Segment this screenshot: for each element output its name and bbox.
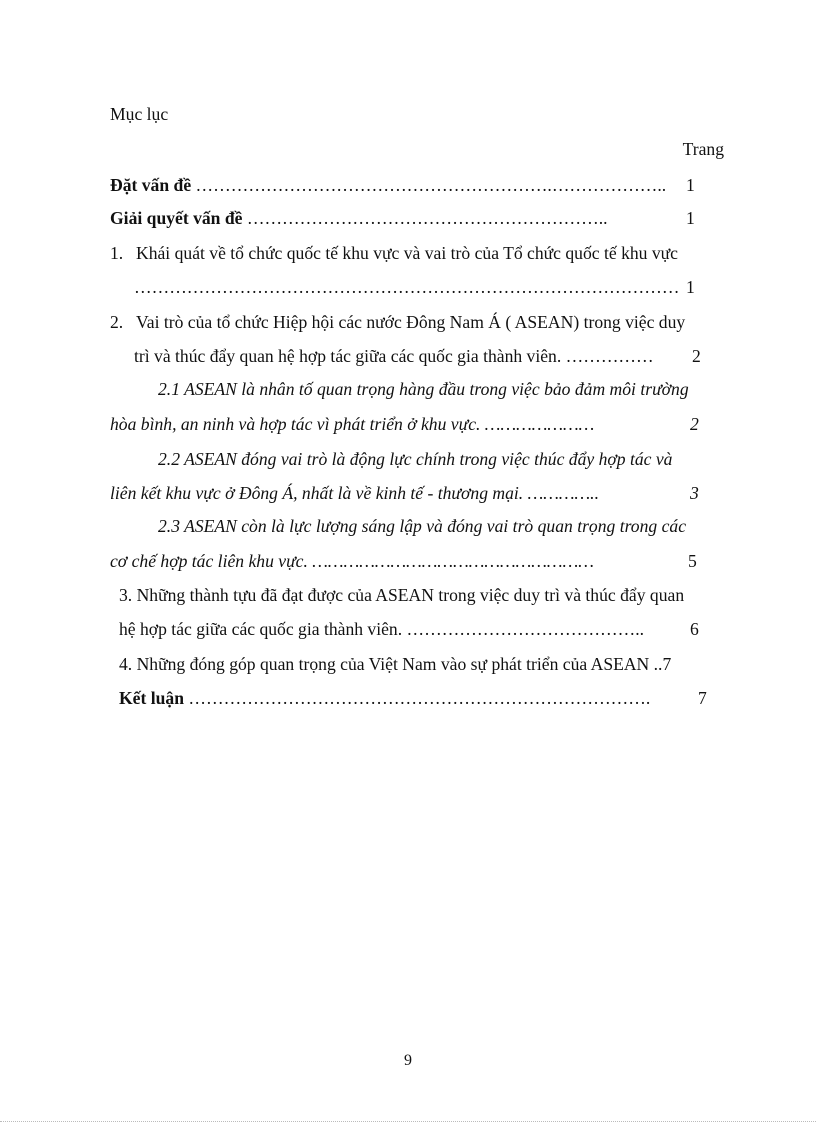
page-column-label: Trang (682, 139, 724, 159)
toc-entry-2-1[interactable]: 2.1 ASEAN là nhân tố quan trọng hàng đầu trong việc bảo đảm môi trường (158, 379, 689, 399)
toc-entry-title: Giải quyết vấn đề (110, 208, 243, 228)
toc-entry-number: 1. (110, 243, 124, 263)
toc-dot-leader: ………………………………………………………………………………… (134, 277, 680, 297)
toc-entry-title-cont: hệ hợp tác giữa các quốc gia thành viên. ………………………………….. (119, 619, 645, 639)
toc-entry-title-cont: trì và thúc đẩy quan hệ hợp tác giữa các quốc gia thành viên. …………… (134, 346, 654, 366)
toc-entry-number: 2. (110, 312, 124, 332)
page-number: 9 (404, 1052, 412, 1069)
toc-entry-title: Đặt vấn đề (110, 175, 192, 195)
toc-page-number: 3 (690, 483, 699, 503)
toc-entry-2-2[interactable]: 2.2 ASEAN đóng vai trò là động lực chính trong việc thúc đẩy hợp tác và (158, 449, 673, 469)
toc-entry-title-cont: hòa bình, an ninh và hợp tác vì phát triển ở khu vực. ………………… (110, 414, 595, 434)
toc-page-number: 7 (698, 688, 707, 708)
toc-entry-4[interactable]: 4. Những đóng góp quan trọng của Việt Nam vào sự phát triển của ASEAN ..7 (119, 654, 672, 674)
toc-entry-1[interactable] (110, 241, 678, 265)
toc-entry-giai-quyet-van-de[interactable] (110, 206, 608, 230)
toc-dot-leader: ……………………………………………………………………. (184, 688, 651, 708)
toc-entry-2-3[interactable]: 2.3 ASEAN còn là lực lượng sáng lập và đóng vai trò quan trọng trong các (158, 516, 687, 536)
toc-entry-title: Khái quát về tổ chức quốc tế khu vực và vai trò của Tổ chức quốc tế khu vực (136, 243, 678, 263)
toc-page-number: 6 (690, 619, 699, 639)
toc-page-number: 5 (688, 551, 697, 571)
toc-entry-title: Vai trò của tổ chức Hiệp hội các nước Đông Nam Á ( ASEAN) trong việc duy (136, 312, 686, 332)
toc-page-number: 2 (690, 414, 699, 434)
toc-page-number: 1 (686, 277, 695, 297)
toc-entry-3[interactable]: 3. Những thành tựu đã đạt được của ASEAN trong việc duy trì và thúc đẩy quan (119, 585, 685, 605)
toc-entry-title-cont: cơ chế hợp tác liên khu vực. ……………………………………………… (110, 551, 594, 571)
toc-heading: Mục lục (110, 104, 169, 124)
page-bottom-divider (0, 1121, 816, 1122)
toc-page-number: 1 (686, 175, 695, 195)
toc-entry-2[interactable] (110, 310, 685, 334)
toc-entry-ket-luan[interactable] (119, 686, 650, 710)
toc-dot-leader: …………………………………………………….……………….. (191, 175, 667, 195)
toc-entry-title-cont: liên kết khu vực ở Đông Á, nhất là về kinh tế - thương mại. ………….. (110, 483, 599, 503)
toc-page-number: 1 (686, 208, 695, 228)
toc-dot-leader: …………………………………………………….. (242, 208, 608, 228)
toc-entry-title: Kết luận (119, 688, 185, 708)
toc-page-number: 2 (692, 346, 701, 366)
toc-entry-dat-van-de[interactable] (110, 173, 666, 197)
